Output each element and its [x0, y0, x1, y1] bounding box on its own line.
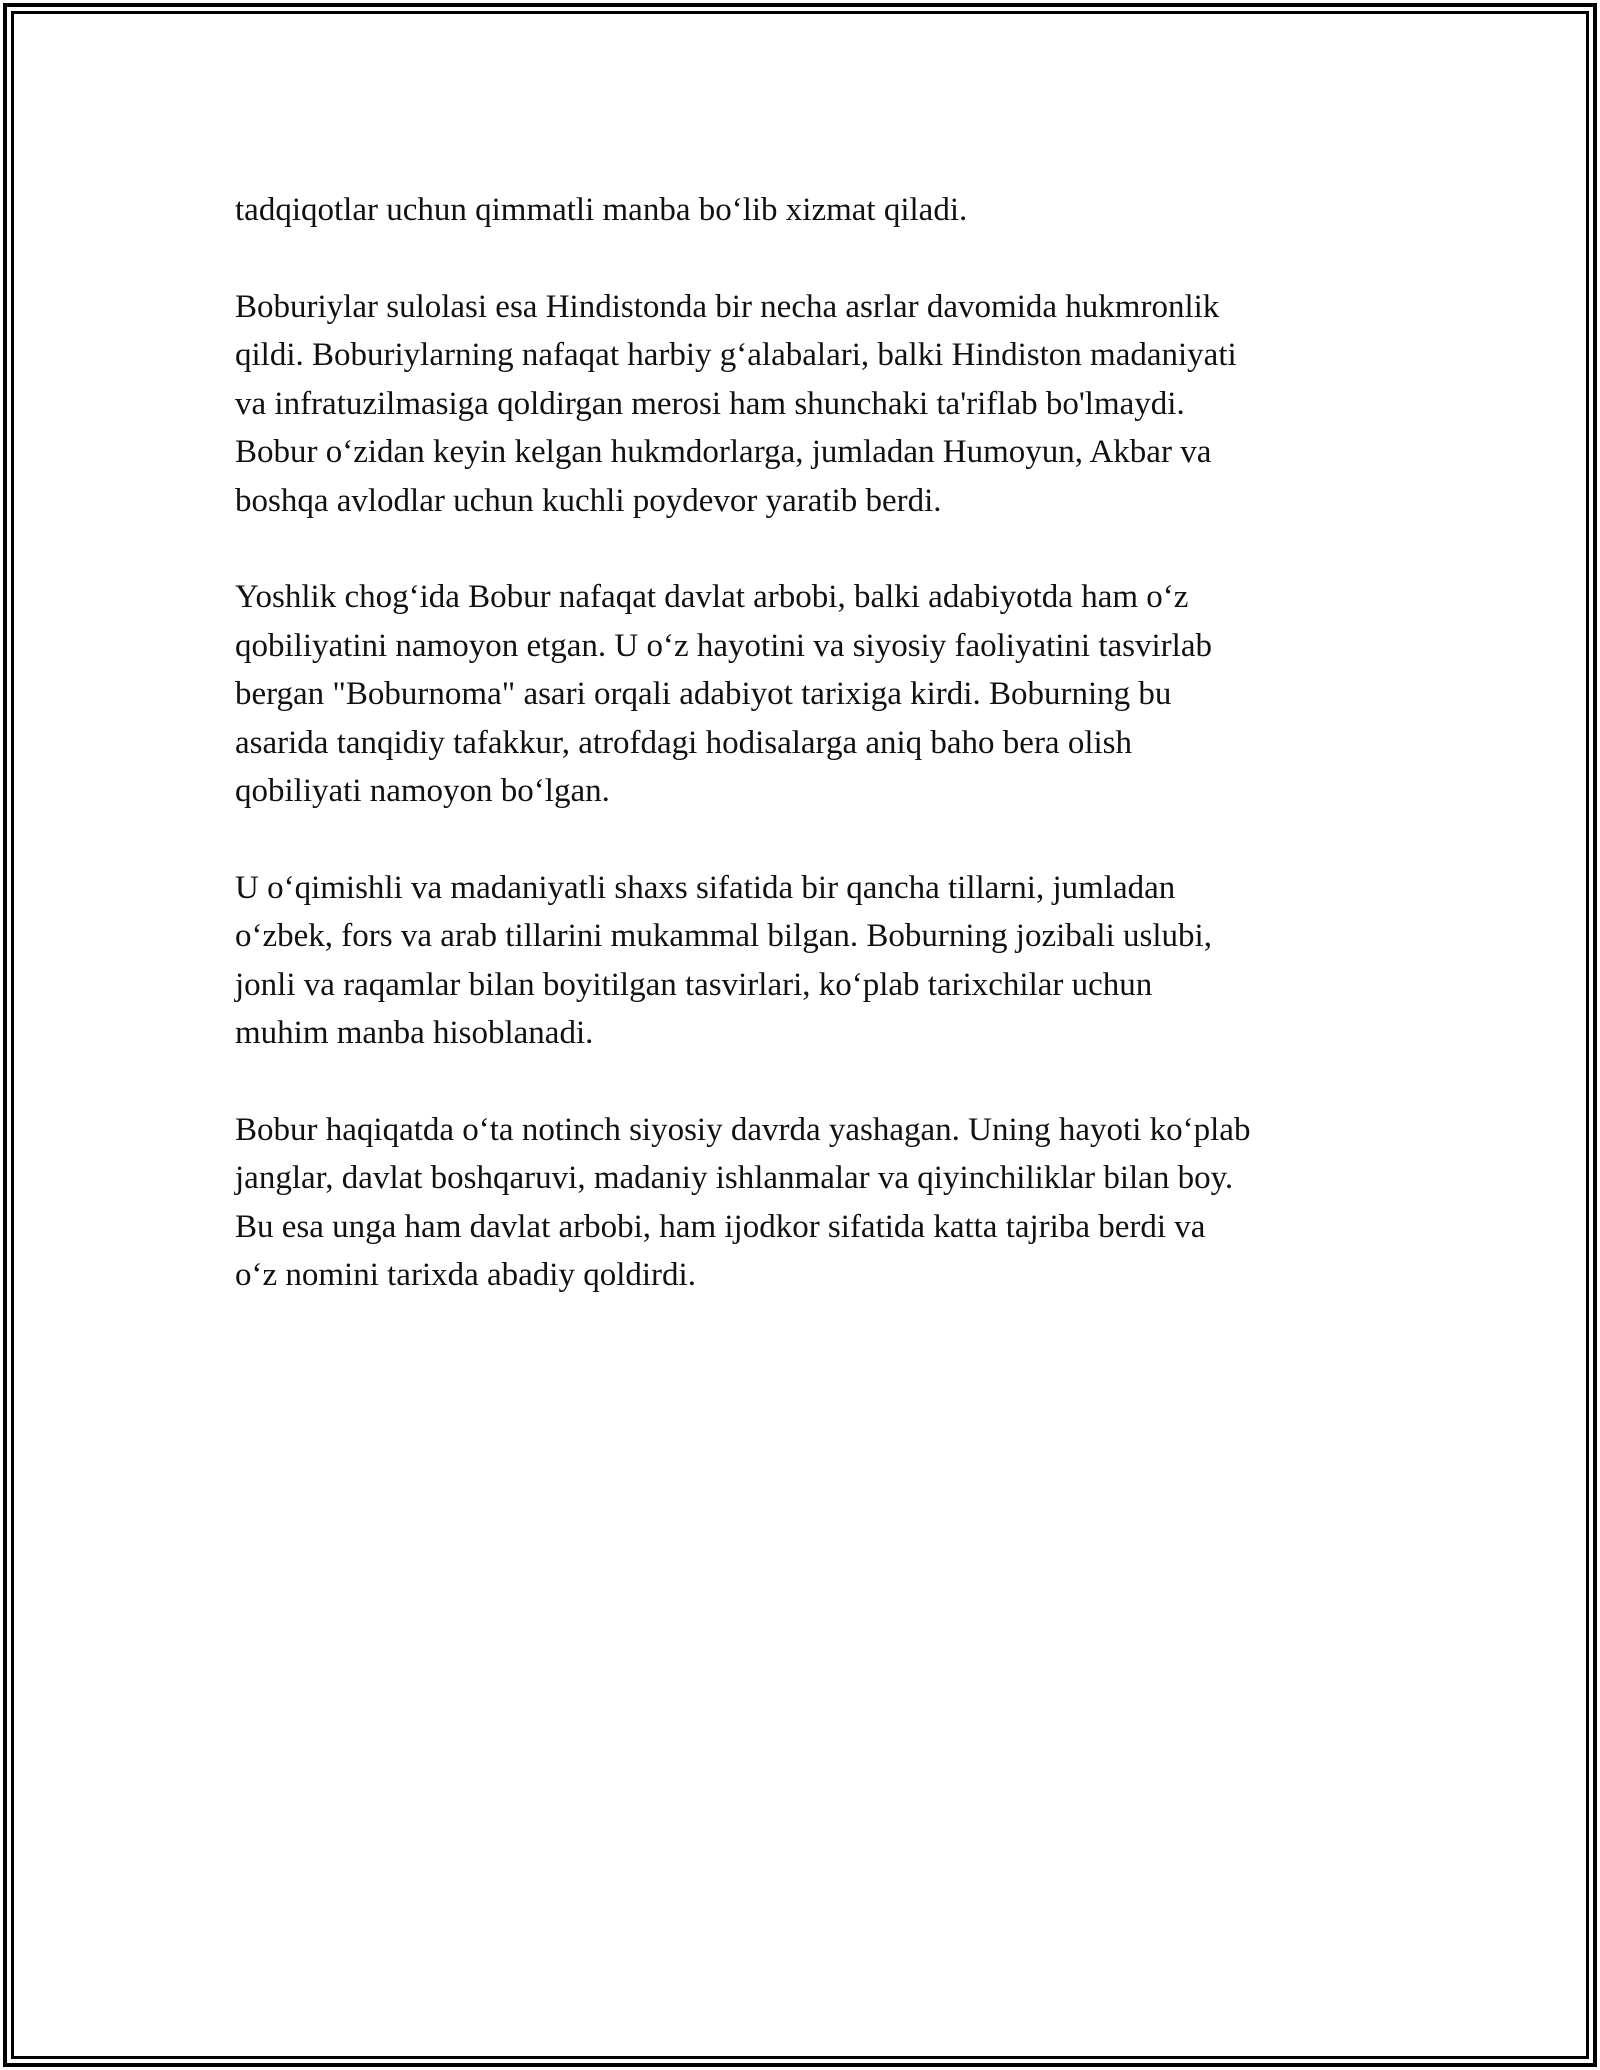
- paragraph-languages: U o‘qimishli va madaniyatli shaxs sifatida bir qancha tillarni, jumladan o‘zbek, fors va arab tillarini mukammal bilgan. Boburning jozibali uslubi, jonli va raqamlar bilan boyitilgan tasvirlari, ko‘plab tarixchilar uchun muhim manba hisoblanadi.: [235, 869, 1212, 1051]
- paragraph-continuation: tadqiqotlar uchun qimmatli manba bo‘lib xizmat qiladi.: [235, 192, 968, 228]
- document-body: [235, 186, 1385, 1300]
- paragraph-youth-literature: Yoshlik chog‘ida Bobur nafaqat davlat arbobi, balki adabiyotda ham o‘z qobiliyatini namoyon etgan. U o‘z hayotini va siyosiy faoliyatini tasvirlab bergan "Boburnoma" asari orqali adabiyot tarixiga kirdi. Boburning bu asarida tanqidiy tafakkur, atrofdagi hodisalarga aniq baho bera olish qobiliyati namoyon bo‘lgan.: [235, 579, 1212, 809]
- paragraph-political-era: Bobur haqiqatda o‘ta notinch siyosiy davrda yashagan. Uning hayoti ko‘plab janglar, davlat boshqaruvi, madaniy ishlanmalar va qiyinchiliklar bilan boy. Bu esa unga ham davlat arbobi, ham ijodkor sifatida katta tajriba berdi va o‘z nomini tarixda abadiy qoldirdi.: [235, 1111, 1251, 1293]
- paragraph-boburiylar-dynasty: Boburiylar sulolasi esa Hindistonda bir necha asrlar davomida hukmronlik qildi. Boburiylarning nafaqat harbiy g‘alabalari, balki Hindiston madaniyati va infratuzilmasiga qoldirgan merosi ham shunchaki ta'riflab bo'lmaydi. Bobur o‘zidan keyin kelgan hukmdorlarga, jumladan Humoyun, Akbar va boshqa avlodlar uchun kuchli poydevor yaratib berdi.: [235, 288, 1237, 519]
